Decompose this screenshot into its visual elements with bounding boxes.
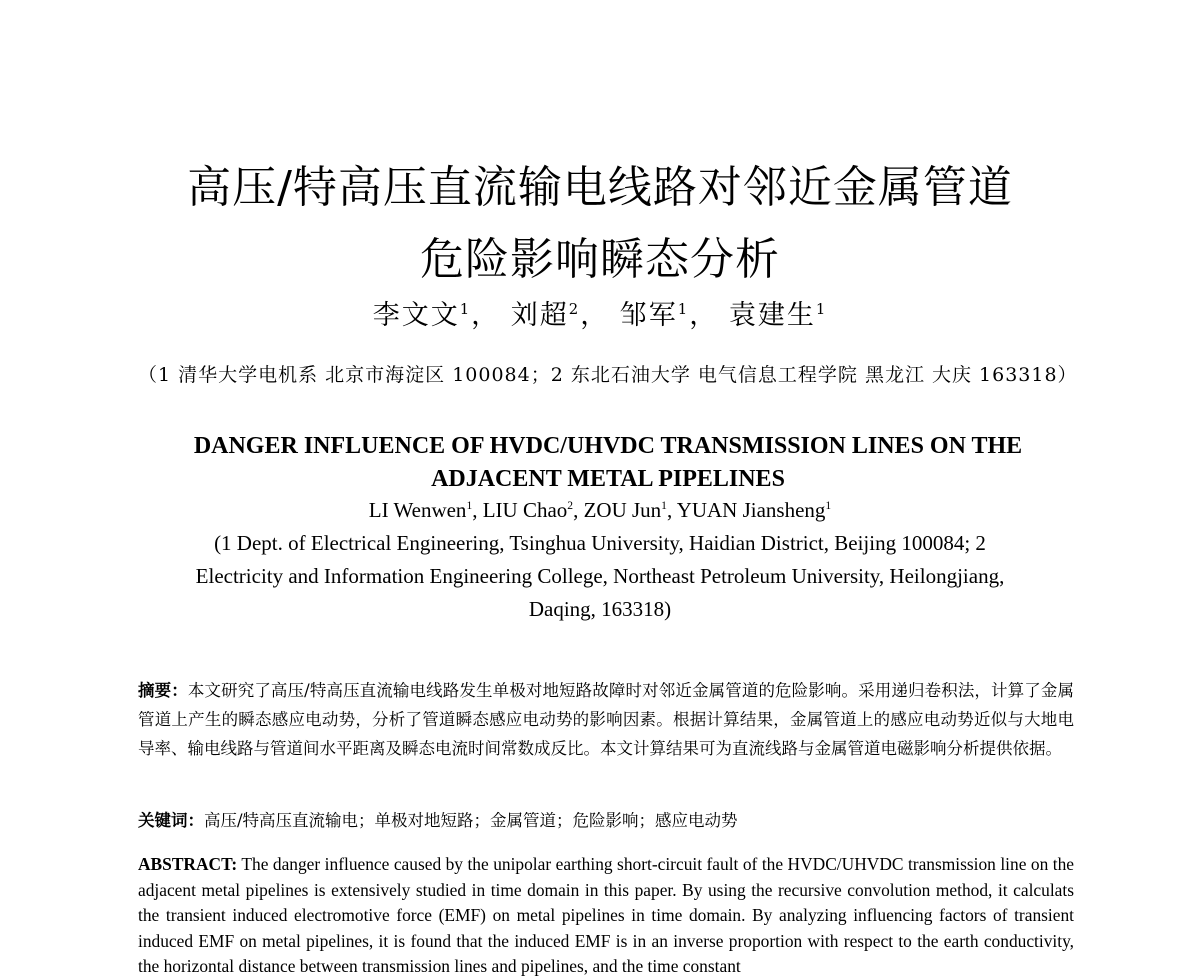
author-affiliation-mark: 1 <box>677 300 690 318</box>
english-affiliation-line-2: Electricity and Information Engineering College, Northeast Petroleum University, Heilongjiang, <box>195 564 1005 588</box>
author-name: LI Wenwen <box>368 498 467 522</box>
author-separator: , <box>573 498 584 522</box>
author-separator: , <box>472 498 483 522</box>
english-affiliation <box>130 527 1070 626</box>
author-name: LIU Chao <box>482 498 568 522</box>
author-affiliation-mark: 1 <box>459 300 472 318</box>
english-title <box>138 430 1078 496</box>
chinese-abstract-label: 摘要： <box>138 681 188 700</box>
author-affiliation-mark: 1 <box>466 500 473 512</box>
chinese-abstract-text: 本文研究了高压/特高压直流输电线路发生单极对地短路故障时对邻近金属管道的危险影响。采用递归卷积法，计算了金属管道上产生的瞬态感应电动势，分析了管道瞬态感应电动势的影响因素。根据计算结果，金属管道上的感应电动势近似与大地电导率、输电线路与管道间水平距离及瞬态电流时间常数成反比。本文计算结果可为直流线路与金属管道电磁影响分析提供依据。 <box>138 681 1075 758</box>
author-name: ZOU Jun <box>583 498 662 522</box>
chinese-title-line-2: 危险影响瞬态分析 <box>420 234 780 285</box>
chinese-author-list <box>0 302 1200 329</box>
author-affiliation-mark: 2 <box>568 300 581 318</box>
author-separator: , <box>666 498 677 522</box>
author-affiliation-mark: 1 <box>815 300 828 318</box>
author-affiliation-mark: 2 <box>567 500 574 512</box>
english-abstract-label: ABSTRACT: <box>138 854 238 874</box>
author-name: 李文文 <box>372 300 460 331</box>
english-abstract <box>138 852 1074 980</box>
author-name: YUAN Jiansheng <box>676 498 826 522</box>
author-separator: ， <box>471 300 501 331</box>
author-separator: ， <box>580 300 610 331</box>
english-author-list <box>0 496 1200 524</box>
author-name: 袁建生 <box>728 300 816 331</box>
chinese-abstract <box>138 676 1074 763</box>
author-affiliation-mark: 1 <box>661 500 667 512</box>
english-title-line-2: ADJACENT METAL PIPELINES <box>431 466 785 492</box>
author-separator: ， <box>689 300 719 331</box>
chinese-title-line-1: 高压/特高压直流输电线路对邻近金属管道 <box>187 162 1013 213</box>
chinese-keywords <box>138 806 1074 835</box>
chinese-affiliation: （1 清华大学电机系 北京市海淀区 100084；2 东北石油大学 电气信息工程学院 黑龙江 大庆 163318） <box>138 364 1078 386</box>
english-affiliation-line-1: (1 Dept. of Electrical Engineering, Tsinghua University, Haidian District, Beijing 100084; 2 <box>214 531 986 555</box>
english-abstract-text: The danger influence caused by the unipolar earthing short-circuit fault of the HVDC/UHVDC transmission line on the adjacent metal pipelines is extensively studied in time domain in this paper. By using the recursive convolution method, it calculats the transient induced electromotive force (EMF) on metal pipelines in time domain. By analyzing influencing factors of transient induced EMF on metal pipelines, it is found that the induced EMF is in an inverse proportion with respect to the earth conductivity, the horizontal distance between transmission lines and pipelines, and the time constant <box>138 854 1074 977</box>
author-affiliation-mark: 1 <box>825 500 832 512</box>
chinese-keywords-label: 关键词： <box>138 811 204 830</box>
english-affiliation-line-3: Daqing, 163318) <box>528 597 672 621</box>
english-title-line-1: DANGER INFLUENCE OF HVDC/UHVDC TRANSMISSION LINES ON THE <box>193 433 1023 459</box>
author-name: 刘超 <box>510 300 569 331</box>
author-name: 邹军 <box>619 300 678 331</box>
chinese-keywords-text: 高压/特高压直流输电；单极对地短路；金属管道；危险影响；感应电动势 <box>204 811 738 830</box>
